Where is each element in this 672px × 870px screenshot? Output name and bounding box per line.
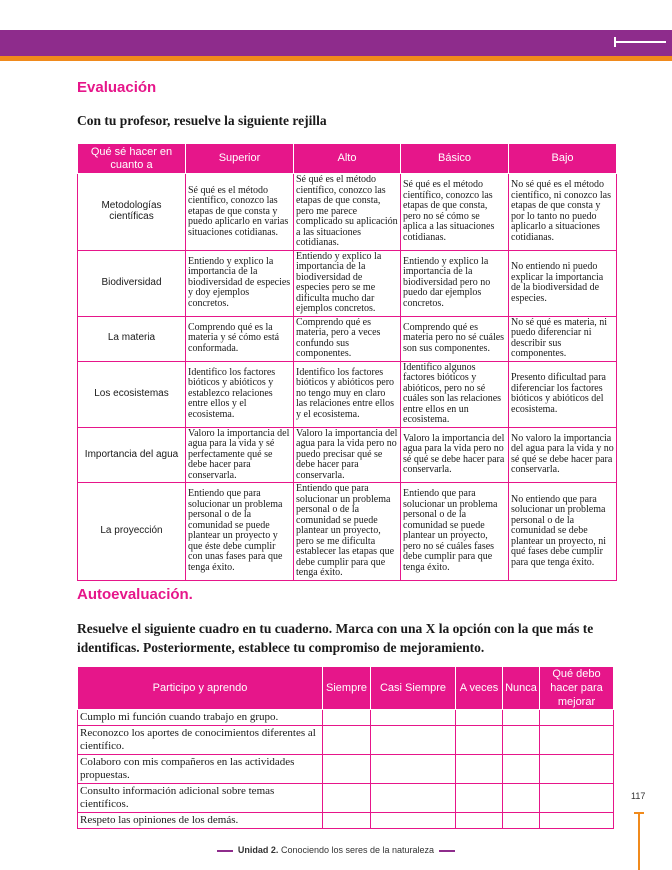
self-statement: Reconozco los aportes de conocimientos diferentes al científico. [78, 726, 323, 755]
grid-criterion: Biodiversidad [78, 250, 186, 316]
grid-row [78, 250, 617, 316]
footer-dash-right [439, 850, 455, 852]
grid-row [78, 174, 617, 251]
self-header-a-veces: A veces [456, 667, 503, 710]
grid-criterion: La proyección [78, 483, 186, 581]
grid-criterion: Metodologías científicas [78, 174, 186, 251]
self-cell-siempre [323, 755, 371, 784]
header-stripe [0, 56, 672, 61]
grid-cell-bajo: No entiendo que para solucionar un problema personal o de la comunidad se debe plantear un proyecto, ni qué fases debe cumplir para que tenga éxito. [509, 483, 617, 581]
footer-text: Conociendo los seres de la naturaleza [280, 845, 435, 855]
self-cell-mejorar [540, 784, 614, 813]
grid-cell-bajo: No entiendo ni puedo explicar la importancia de la biodiversidad de especies. [509, 250, 617, 316]
grid-cell-alto: Entiendo y explico la importancia de la biodiversidad de especies pero se me dificulta mucho dar ejemplos concretos. [294, 250, 401, 316]
autoevaluacion-title: Autoevaluación. [77, 586, 193, 603]
self-cell-siempre [323, 784, 371, 813]
grid-header-alto: Alto [294, 144, 401, 174]
self-cell-a-veces [456, 813, 503, 829]
grid-cell-superior: Valoro la importancia del agua para la vida y sé perfectamente qué se debe hacer para conservarla. [186, 427, 294, 483]
grid-header-criterion: Qué sé hacer en cuanto a [78, 144, 186, 174]
grid-cell-superior: Comprendo qué es la materia y sé cómo está conformada. [186, 316, 294, 361]
grid-cell-basico: Comprendo qué es materia pero no sé cuáles son sus componentes. [401, 316, 509, 361]
self-cell-siempre [323, 813, 371, 829]
self-cell-a-veces [456, 755, 503, 784]
grid-cell-basico: Sé qué es el método científico, conozco las etapas de que consta, pero no sé cómo se aplica a las situaciones cotidianas. [401, 174, 509, 251]
grid-row [78, 483, 617, 581]
grid-cell-basico: Identifico algunos factores bióticos y abióticos, pero no sé cuáles son las relaciones entre ellos en un ecosistema. [401, 361, 509, 427]
self-cell-siempre [323, 726, 371, 755]
self-cell-mejorar [540, 710, 614, 726]
grid-cell-bajo: No sé qué es el método científico, ni conozco las etapas de que consta y por lo tanto no puedo aplicarlo a situaciones cotidianas. [509, 174, 617, 251]
header-band [0, 30, 672, 56]
grid-criterion: Importancia del agua [78, 427, 186, 483]
evaluation-grid [77, 143, 617, 581]
self-cell-casi-siempre [371, 813, 456, 829]
grid-header-row [78, 144, 617, 174]
self-statement: Cumplo mi función cuando trabajo en grupo. [78, 710, 323, 726]
self-header-row [78, 667, 614, 710]
self-row [78, 755, 614, 784]
grid-cell-basico: Entiendo que para solucionar un problema personal o de la comunidad se puede plantear un proyecto, pero no sé cuáles fases debe cumplir para que tenga éxito. [401, 483, 509, 581]
self-cell-nunca [503, 726, 540, 755]
grid-row [78, 316, 617, 361]
grid-header-bajo: Bajo [509, 144, 617, 174]
self-cell-casi-siempre [371, 755, 456, 784]
footer-unit: Unidad 2. [237, 845, 279, 855]
self-statement: Colaboro con mis compañeros en las actividades propuestas. [78, 755, 323, 784]
grid-criterion: La materia [78, 316, 186, 361]
grid-cell-basico: Valoro la importancia del agua para la vida pero no sé qué se debe hacer para conservarla. [401, 427, 509, 483]
self-header-casi-siempre: Casi Siempre [371, 667, 456, 710]
self-cell-casi-siempre [371, 784, 456, 813]
grid-cell-superior: Entiendo y explico la importancia de la biodiversidad de especies y doy ejemplos concretos. [186, 250, 294, 316]
grid-cell-alto: Entiendo que para solucionar un problema personal o de la comunidad se puede plantear un proyecto, pero se me dificulta establecer las etapas que debe cumplir para que tenga éxito. [294, 483, 401, 581]
grid-header-superior: Superior [186, 144, 294, 174]
self-cell-mejorar [540, 813, 614, 829]
grid-cell-bajo: Presento dificultad para diferenciar los factores bióticos y abióticos del ecosistema. [509, 361, 617, 427]
header-marker [614, 41, 666, 43]
grid-criterion: Los ecosistemas [78, 361, 186, 427]
grid-cell-basico: Entiendo y explico la importancia de la biodiversidad pero no puedo dar ejemplos concretos. [401, 250, 509, 316]
self-cell-casi-siempre [371, 710, 456, 726]
grid-header-basico: Básico [401, 144, 509, 174]
self-header-siempre: Siempre [323, 667, 371, 710]
grid-cell-bajo: No valoro la importancia del agua para la vida y no sé qué se debe hacer para conservarla. [509, 427, 617, 483]
self-statement: Respeto las opiniones de los demás. [78, 813, 323, 829]
autoevaluacion-instruction: Resuelve el siguiente cuadro en tu cuaderno. Marca con una X la opción con la que más te identificas. Posteriormente, establece tu compromiso de mejoramiento. [77, 621, 594, 655]
footer-dash-left [217, 850, 233, 852]
self-cell-a-veces [456, 710, 503, 726]
self-header-mejorar: Qué debo hacer para mejorar [540, 667, 614, 710]
self-row [78, 726, 614, 755]
self-row [78, 813, 614, 829]
grid-cell-superior: Sé qué es el método científico, conozco las etapas de que consta y puedo aplicarlo en varias situaciones cotidianas. [186, 174, 294, 251]
self-statement: Consulto información adicional sobre temas científicos. [78, 784, 323, 813]
self-row [78, 784, 614, 813]
self-cell-nunca [503, 755, 540, 784]
self-cell-nunca [503, 813, 540, 829]
self-cell-mejorar [540, 726, 614, 755]
grid-cell-alto: Valoro la importancia del agua para la vida pero no puedo precisar qué se debe hacer para conservarla. [294, 427, 401, 483]
grid-row [78, 361, 617, 427]
self-header-nunca: Nunca [503, 667, 540, 710]
footer [0, 845, 672, 855]
self-assessment-table [77, 666, 614, 829]
self-cell-mejorar [540, 755, 614, 784]
grid-cell-alto: Identifico los factores bióticos y abióticos pero no tengo muy en claro las relaciones entre ellos y el ecosistema. [294, 361, 401, 427]
self-cell-siempre [323, 710, 371, 726]
grid-row [78, 427, 617, 483]
grid-cell-superior: Identifico los factores bióticos y abióticos y establezco relaciones entre ellos y el ecosistema. [186, 361, 294, 427]
evaluacion-title: Evaluación [77, 79, 157, 96]
side-rule [638, 812, 640, 870]
self-header-participo: Participo y aprendo [78, 667, 323, 710]
grid-cell-alto: Comprendo qué es materia, pero a veces confundo sus componentes. [294, 316, 401, 361]
self-cell-nunca [503, 710, 540, 726]
page-number: 117 [631, 791, 646, 801]
self-cell-casi-siempre [371, 726, 456, 755]
self-cell-a-veces [456, 784, 503, 813]
self-cell-nunca [503, 784, 540, 813]
grid-cell-bajo: No sé qué es materia, ni puedo diferenciar ni describir sus componentes. [509, 316, 617, 361]
evaluacion-instruction: Con tu profesor, resuelve la siguiente rejilla [77, 113, 327, 128]
self-row [78, 710, 614, 726]
self-cell-a-veces [456, 726, 503, 755]
grid-cell-alto: Sé qué es el método científico, conozco las etapas de que consta, pero me parece complicado su aplicación a las situaciones cotidianas. [294, 174, 401, 251]
grid-cell-superior: Entiendo que para solucionar un problema personal o de la comunidad se puede plantear un proyecto y que éste debe cumplir con unas fases para que tenga éxito. [186, 483, 294, 581]
